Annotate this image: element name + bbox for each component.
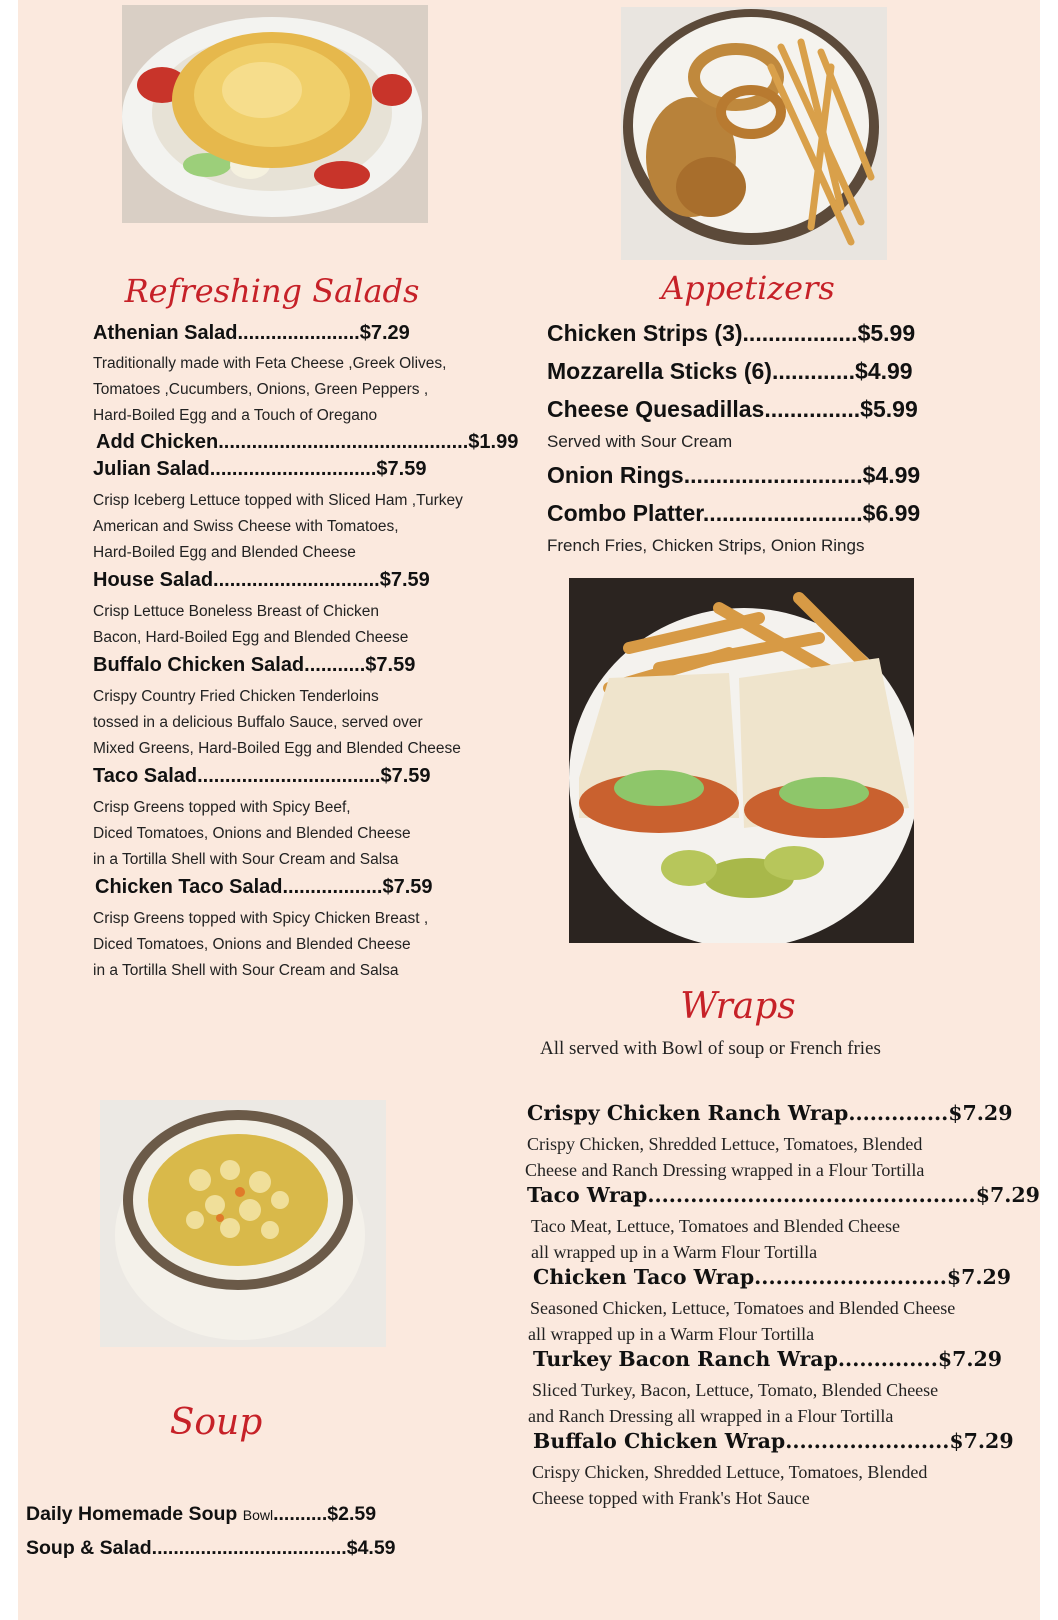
item-description: Crisp Lettuce Boneless Breast of Chicken	[93, 603, 380, 620]
menu-item-chicken-taco-salad: Chicken Taco Salad..................$7.59	[95, 876, 433, 898]
salads-heading: Refreshing Salads	[124, 272, 420, 310]
item-description: Served with Sour Cream	[547, 432, 733, 451]
menu-item-turkey-bacon-ranch-wrap: Turkey Bacon Ranch Wrap..............$7.29	[533, 1347, 1003, 1371]
menu-item-daily-homemade-soup	[26, 1503, 376, 1526]
item-description: Crisp Greens topped with Spicy Chicken Breast ,	[93, 910, 429, 927]
menu-item-athenian-salad: Athenian Salad......................$7.29	[93, 322, 410, 344]
item-description: Cheese topped with Frank's Hot Sauce	[532, 1488, 810, 1508]
item-description: in a Tortilla Shell with Sour Cream and Salsa	[93, 962, 399, 979]
soup-heading: Soup	[169, 1402, 263, 1443]
salad-photo	[122, 5, 428, 223]
menu-item-julian-salad: Julian Salad..............................$7.59	[93, 458, 427, 480]
menu-item-house-salad: House Salad..............................$7.59	[93, 569, 430, 591]
menu-item-combo-platter: Combo Platter.........................$6.99	[547, 500, 921, 526]
item-description: Diced Tomatoes, Onions and Blended Cheese	[93, 825, 411, 842]
item-description: Hard-Boiled Egg and Blended Cheese	[93, 544, 356, 561]
wrap-photo	[569, 578, 914, 943]
appetizers-heading: Appetizers	[661, 269, 835, 307]
item-description: American and Swiss Cheese with Tomatoes,	[93, 518, 399, 535]
daily-soup-price: ..........$2.59	[273, 1503, 377, 1525]
menu-item-buffalo-chicken-salad: Buffalo Chicken Salad...........$7.59	[93, 654, 416, 676]
menu-item-onion-rings: Onion Rings............................$4.99	[547, 462, 921, 488]
item-description: Crisp Iceberg Lettuce topped with Sliced Ham ,Turkey	[93, 492, 463, 509]
item-description: Diced Tomatoes, Onions and Blended Cheese	[93, 936, 411, 953]
item-description: Sliced Turkey, Bacon, Lettuce, Tomato, Blended Cheese	[532, 1380, 939, 1400]
item-description: Mixed Greens, Hard-Boiled Egg and Blended Cheese	[93, 740, 461, 757]
item-description: Tomatoes ,Cucumbers, Onions, Green Peppers ,	[93, 381, 429, 398]
daily-soup-label: Daily Homemade Soup	[26, 1503, 238, 1525]
menu-item-soup-and-salad: Soup & Salad....................................$4.59	[26, 1537, 396, 1559]
wraps-subtitle: All served with Bowl of soup or French fries	[540, 1038, 881, 1059]
add-chicken-option: Add Chicken.............................................$1.99	[96, 431, 519, 453]
item-description: Crispy Chicken, Shredded Lettuce, Tomatoes, Blended	[532, 1462, 928, 1482]
menu-item-chicken-taco-wrap: Chicken Taco Wrap...........................$7.29	[533, 1265, 1012, 1289]
menu-item-taco-wrap: Taco Wrap..............................................$7.29	[527, 1183, 1040, 1207]
soup-photo	[100, 1100, 386, 1347]
menu-item-taco-salad: Taco Salad.................................$7.59	[93, 765, 431, 787]
item-description: Traditionally made with Feta Cheese ,Greek Olives,	[93, 355, 447, 372]
item-description: Taco Meat, Lettuce, Tomatoes and Blended Cheese	[531, 1216, 901, 1236]
item-description: all wrapped up in a Warm Flour Tortilla	[531, 1242, 818, 1262]
wraps-heading: Wraps	[680, 986, 796, 1027]
menu-item-mozzarella-sticks: Mozzarella Sticks (6).............$4.99	[547, 358, 913, 384]
menu-item-buffalo-chicken-wrap: Buffalo Chicken Wrap.......................$7.29	[533, 1429, 1014, 1453]
item-description: Crispy Chicken, Shredded Lettuce, Tomatoes, Blended	[527, 1134, 923, 1154]
item-description: Hard-Boiled Egg and a Touch of Oregano	[93, 407, 378, 424]
menu-item-chicken-strips: Chicken Strips (3)..................$5.99	[547, 320, 916, 346]
item-description: Crispy Country Fried Chicken Tenderloins	[93, 688, 379, 705]
menu-item-cheese-quesadillas: Cheese Quesadillas...............$5.99	[547, 396, 918, 422]
item-description: Seasoned Chicken, Lettuce, Tomatoes and Blended Cheese	[530, 1298, 956, 1318]
item-description: Cheese and Ranch Dressing wrapped in a Flour Tortilla	[525, 1160, 925, 1180]
item-description: Bacon, Hard-Boiled Egg and Blended Cheese	[93, 629, 409, 646]
item-description: and Ranch Dressing all wrapped in a Flour Tortilla	[528, 1406, 894, 1426]
daily-soup-size: Bowl	[242, 1507, 274, 1523]
item-description: tossed in a delicious Buffalo Sauce, served over	[93, 714, 423, 731]
menu-item-crispy-chicken-ranch-wrap: Crispy Chicken Ranch Wrap..............$7.29	[527, 1101, 1013, 1125]
menu-page	[18, 0, 1040, 1620]
item-description: Crisp Greens topped with Spicy Beef,	[93, 799, 351, 816]
item-description: all wrapped up in a Warm Flour Tortilla	[528, 1324, 815, 1344]
item-description: French Fries, Chicken Strips, Onion Rings	[547, 536, 865, 555]
appetizers-photo	[621, 7, 887, 260]
item-description: in a Tortilla Shell with Sour Cream and Salsa	[93, 851, 399, 868]
